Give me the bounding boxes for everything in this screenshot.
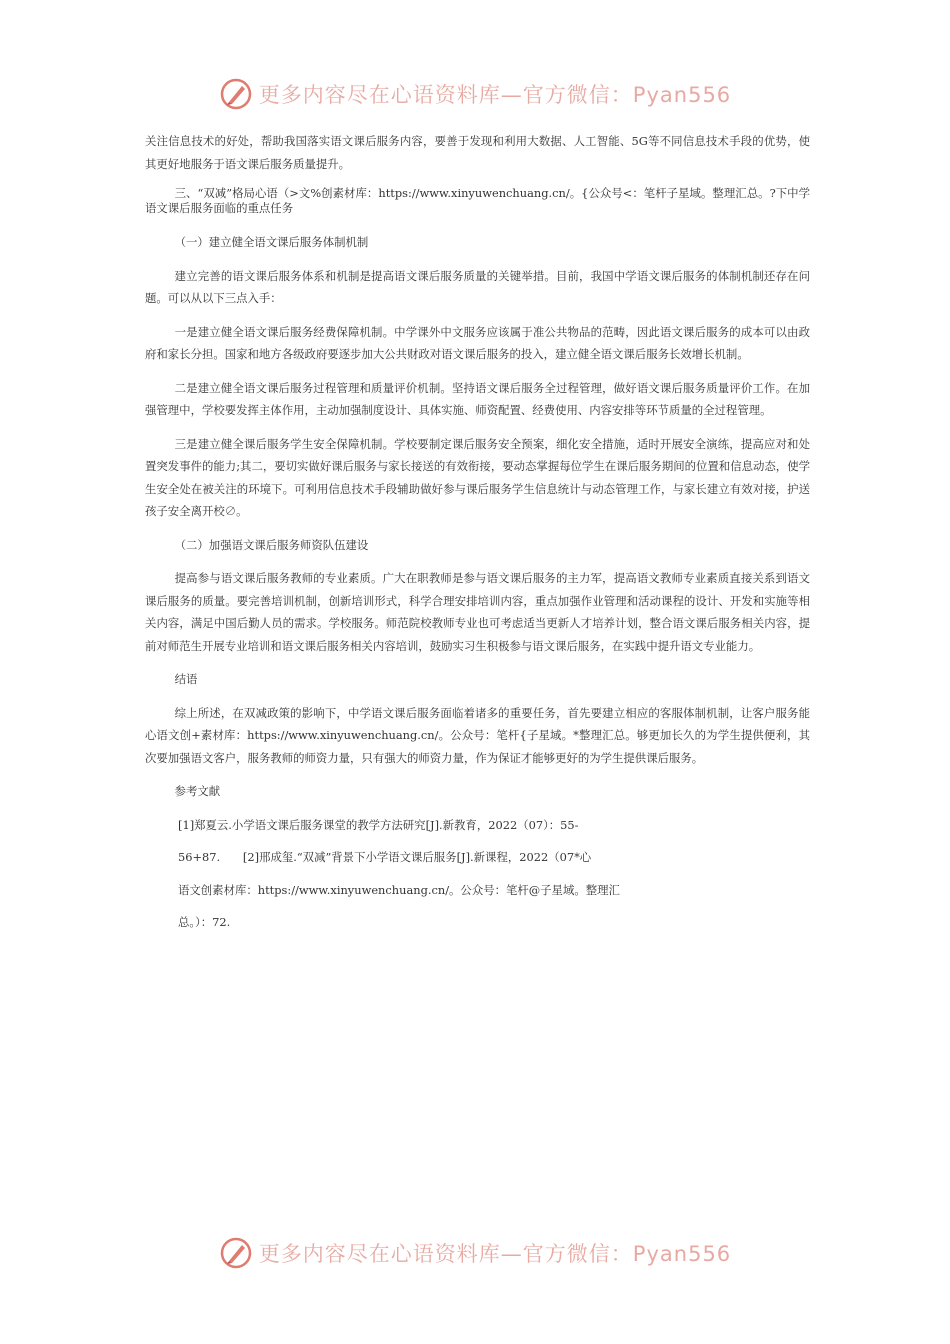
subsection-heading: （一）建立健全语文课后服务体制机制 [174, 235, 369, 249]
header-banner [0, 74, 950, 114]
paragraph: 三是建立健全课后服务学生安全保障机制。学校要制定课后服务安全预案，细化安全措施，适时开展安全演练，提高应对和处置突发事件的能力;其二，要切实做好课后服务与家长接送的有效衔接，要动态掌握每位学生在课后服务期间的位置和信息动态，使学生安全处在被关注的环境下。可利用信息技术手段辅助做好参与课后服务学生信息统计与动态管理工作，与家长建立有效对接，护送孩子安全离开校∅。 [145, 436, 810, 518]
document-body [145, 130, 810, 944]
paragraph: 建立完善的语文课后服务体系和机制是提高语文课后服务质量的关键举措。目前，我国中学语文课后服务的体制机制还存在问题。可以从以下三点入手： [145, 268, 810, 305]
reference-line: 语文创素材库：https://www.xinyuwenchuang.cn/。公众号：笔杆@子星域。整理汇 [178, 882, 620, 897]
banner-text: 更多内容尽在心语资料库—官方微信：Pyan556 [258, 83, 732, 107]
footer-banner [0, 1233, 950, 1273]
references-heading: 参考文献 [174, 784, 221, 798]
subsection-heading: （二）加强语文课后服务师资队伍建设 [174, 537, 369, 552]
pen-logo-icon [219, 77, 253, 111]
banner-text: 更多内容尽在心语资料库—官方微信：Pyan556 [258, 1242, 732, 1266]
paragraph: 综上所述，在双减政策的影响下，中学语文课后服务面临着诸多的重要任务，首先要建立相应的客服体制机制，让客户服务能心语文创+素材库：https://www.xinyuwenchuang.cn/。公众号：笔杆{子星域。*整理汇总。够更加长久的为学生提供便利，其次要加强语文客户，服务教师的师资力量，只有强大的师资力量，作为保证才能够更好的为学生提供课后服务。 [145, 705, 810, 765]
paragraph: 一是建立健全语文课后服务经费保障机制。中学课外中文服务应该属于准公共物品的范畴，因此语文课后服务的成本可以由政府和家长分担。国家和地方各级政府要逐步加大公共财政对语文课后服务的投入，建立健全语文课后服务长效增长机制。 [145, 324, 810, 361]
pen-logo-icon [219, 1236, 253, 1270]
reference-line: [1]郑夏云.小学语文课后服务课堂的教学方法研究[J].新教育，2022（07）：55- [178, 817, 579, 832]
section-heading: 三、“双减”格局心语（>文%创素材库：https://www.xinyuwenchuang.cn/。{公众号<：笔杆子星域。整理汇总。?下中学语文课后服务面临的重点任务 [145, 186, 810, 215]
conclusion-heading: 结语 [174, 672, 198, 686]
paragraph: 二是建立健全语文课后服务过程管理和质量评价机制。坚持语文课后服务全过程管理，做好语文课后服务质量评价工作。在加强管理中，学校要发挥主体作用，主动加强制度设计、具体实施、师资配置、经费使用、内容安排等环节质量的全过程管理。 [145, 380, 810, 417]
paragraph: 关注信息技术的好处，帮助我国落实语文课后服务内容，要善于发现和利用大数据、人工智能、5G等不同信息技术手段的优势，使其更好地服务于语文课后服务质量提升。 [145, 134, 810, 171]
paragraph: 提高参与语文课后服务教师的专业素质。广大在职教师是参与语文课后服务的主力军，提高语文教师专业素质直接关系到语文课后服务的质量。要完善培训机制，创新培训形式，科学合理安排培训内容，重点加强作业管理和活动课程的设计、开发和实施等相关内容，满足中国后勤人员的需求。学校服务。师范院校教师专业也可考虑适当更新人才培养计划，整合语文课后服务相关内容，提前对师范生开展专业培训和语文课后服务相关内容培训，鼓励实习生积极参与语文课后服务，在实践中提升语文专业能力。 [145, 571, 810, 653]
reference-line: 56+87. [2]邢成玺.“双减”背景下小学语文课后服务[J].新课程，2022（07*心 [178, 850, 592, 864]
reference-line: 总。）：72. [178, 915, 231, 929]
